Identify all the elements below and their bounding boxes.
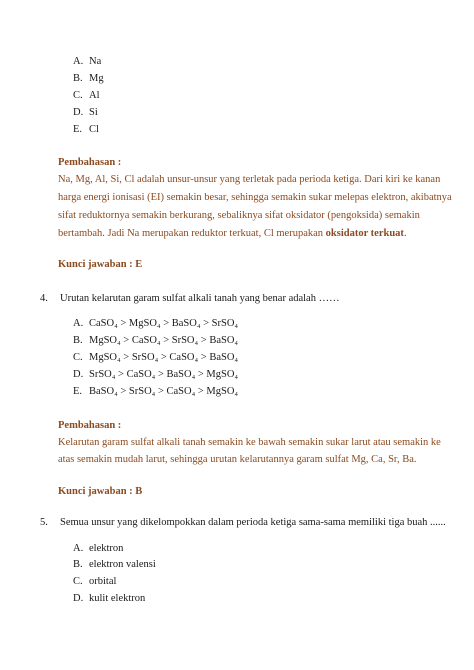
q4-answer-key: Kunci jawaban : B: [58, 486, 143, 497]
q3-discussion-title: Pembahasan :: [58, 157, 122, 168]
q3-discussion-bold: oksidator terkuat: [325, 228, 404, 239]
q3-option-e: E. Cl: [73, 124, 99, 135]
q3-discussion-line-2: harga energi ionisasi (EI) semakin besar, sehingga semakin sukar melepas elektron, akibatnya: [58, 192, 452, 203]
q5-option-b: B. elektron valensi: [73, 559, 156, 570]
q4-option-e: E. BaSO₄ > SrSO₄ > CaSO₄ > MgSO₄: [73, 386, 239, 397]
q4-option-a: A. CaSO₄ > MgSO₄ > BaSO₄ > SrSO₄: [73, 318, 239, 329]
q4-discussion-title: Pembahasan :: [58, 420, 122, 431]
q5-option-d: D. kulit elektron: [73, 593, 146, 604]
q4-option-c: C. MgSO₄ > SrSO₄ > CaSO₄ > BaSO₄: [73, 352, 239, 363]
q5-option-c: C. orbital: [73, 576, 117, 587]
q3-discussion-line-4: bertambah. Jadi Na merupakan reduktor terkuat, Cl merupakan oksidator terkuat.: [58, 228, 407, 239]
q3-discussion-line-1: Na, Mg, Al, Si, Cl adalah unsur-unsur yang terletak pada perioda ketiga. Dari kiri ke kanan: [58, 174, 441, 185]
q5-option-a: A. elektron: [73, 543, 124, 554]
q3-discussion-line-3: sifat reduktornya semakin berkurang, sebaliknya sifat oksidator (pengoksida) semakin: [58, 210, 420, 221]
q3-option-c: C. Al: [73, 90, 100, 101]
q3-option-a: A. Na: [73, 56, 102, 67]
q4-question: 4. Urutan kelarutan garam sulfat alkali tanah yang benar adalah ……: [40, 293, 340, 304]
q4-discussion-line-1: Kelarutan garam sulfat alkali tanah semakin ke bawah semakin sukar larut atau semakin ke: [58, 437, 441, 448]
q4-option-d: D. SrSO₄ > CaSO₄ > BaSO₄ > MgSO₄: [73, 369, 239, 380]
q3-option-b: B. Mg: [73, 73, 104, 84]
q3-option-d: D. Si: [73, 107, 98, 118]
q5-question: 5. Semua unsur yang dikelompokkan dalam perioda ketiga sama-sama memiliki tiga buah ......: [40, 517, 446, 528]
q4-option-b: B. MgSO₄ > CaSO₄ > SrSO₄ > BaSO₄: [73, 335, 239, 346]
q4-discussion-line-2: atas semakin mudah larut, sehingga urutan kelarutannya garam sulfat Mg, Ca, Sr, Ba.: [58, 454, 417, 465]
q3-answer-key: Kunci jawaban : E: [58, 259, 143, 270]
